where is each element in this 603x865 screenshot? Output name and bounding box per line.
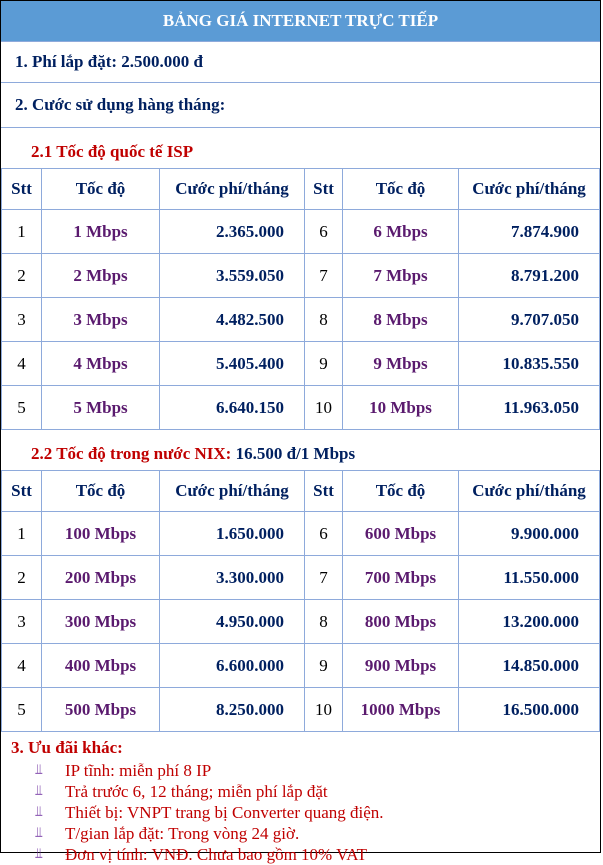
header-stt: Stt (305, 169, 343, 210)
fee-cell: 3.300.000 (160, 556, 305, 600)
pushpin-icon: ⫫ (35, 826, 43, 841)
speed-cell: 5 Mbps (42, 386, 160, 430)
fee-cell: 4.482.500 (160, 298, 305, 342)
speed-cell: 300 Mbps (42, 600, 160, 644)
stt-cell: 3 (2, 298, 42, 342)
fee-cell: 5.405.400 (160, 342, 305, 386)
install-fee: 1. Phí lắp đặt: 2.500.000 đ (1, 42, 600, 83)
table-header-row (2, 471, 600, 512)
list-item (35, 781, 600, 802)
isp-price-table (1, 168, 600, 430)
fee-cell: 11.963.050 (459, 386, 600, 430)
speed-cell: 9 Mbps (343, 342, 459, 386)
fee-cell: 16.500.000 (459, 688, 600, 732)
table-row (2, 644, 600, 688)
speed-cell: 700 Mbps (343, 556, 459, 600)
fee-cell: 9.900.000 (459, 512, 600, 556)
stt-cell: 6 (305, 210, 343, 254)
fee-cell: 13.200.000 (459, 600, 600, 644)
header-stt: Stt (2, 169, 42, 210)
header-fee: Cước phí/tháng (459, 169, 600, 210)
stt-cell: 4 (2, 644, 42, 688)
list-item (35, 823, 600, 844)
header-speed: Tốc độ (42, 169, 160, 210)
section-nix-label: 2.2 Tốc độ trong nước NIX: (31, 444, 232, 463)
pushpin-icon: ⫫ (35, 805, 43, 820)
fee-cell: 7.874.900 (459, 210, 600, 254)
speed-cell: 200 Mbps (42, 556, 160, 600)
table-row (2, 298, 600, 342)
other-offers-title: 3. Ưu đãi khác: (11, 738, 123, 757)
fee-cell: 9.707.050 (459, 298, 600, 342)
table-row (2, 512, 600, 556)
stt-cell: 2 (2, 254, 42, 298)
stt-cell: 7 (305, 556, 343, 600)
table-row (2, 556, 600, 600)
stt-cell: 10 (305, 386, 343, 430)
other-offers (1, 732, 600, 865)
list-item (35, 760, 600, 781)
stt-cell: 7 (305, 254, 343, 298)
header-stt: Stt (305, 471, 343, 512)
speed-cell: 3 Mbps (42, 298, 160, 342)
section-isp-title (1, 128, 600, 168)
stt-cell: 2 (2, 556, 42, 600)
speed-cell: 1 Mbps (42, 210, 160, 254)
fee-cell: 14.850.000 (459, 644, 600, 688)
stt-cell: 8 (305, 600, 343, 644)
list-item-text: IP tĩnh: miễn phí 8 IP (65, 761, 212, 780)
list-item (35, 802, 600, 823)
fee-cell: 4.950.000 (160, 600, 305, 644)
nix-price-table (1, 470, 600, 732)
section-isp-label: 2.1 Tốc độ quốc tế ISP (31, 142, 194, 161)
stt-cell: 4 (2, 342, 42, 386)
stt-cell: 6 (305, 512, 343, 556)
speed-cell: 100 Mbps (42, 512, 160, 556)
speed-cell: 1000 Mbps (343, 688, 459, 732)
speed-cell: 10 Mbps (343, 386, 459, 430)
speed-cell: 4 Mbps (42, 342, 160, 386)
table-row (2, 688, 600, 732)
fee-cell: 8.791.200 (459, 254, 600, 298)
other-offers-list (11, 760, 600, 865)
table-header-row (2, 169, 600, 210)
fee-cell: 10.835.550 (459, 342, 600, 386)
section-nix-title (1, 430, 600, 470)
speed-cell: 500 Mbps (42, 688, 160, 732)
stt-cell: 9 (305, 342, 343, 386)
table-row (2, 254, 600, 298)
fee-cell: 6.600.000 (160, 644, 305, 688)
pushpin-icon: ⫫ (35, 847, 43, 862)
header-fee: Cước phí/tháng (160, 169, 305, 210)
fee-cell: 2.365.000 (160, 210, 305, 254)
monthly-title: 2. Cước sử dụng hàng tháng: (1, 83, 600, 128)
fee-cell: 6.640.150 (160, 386, 305, 430)
speed-cell: 8 Mbps (343, 298, 459, 342)
stt-cell: 1 (2, 210, 42, 254)
stt-cell: 1 (2, 512, 42, 556)
header-fee: Cước phí/tháng (459, 471, 600, 512)
table-row (2, 210, 600, 254)
list-item-text: Đơn vị tính: VNĐ. Chưa bao gồm 10% VAT (65, 845, 368, 864)
pushpin-icon: ⫫ (35, 784, 43, 799)
speed-cell: 600 Mbps (343, 512, 459, 556)
stt-cell: 10 (305, 688, 343, 732)
speed-cell: 400 Mbps (42, 644, 160, 688)
pushpin-icon: ⫫ (35, 763, 43, 778)
speed-cell: 900 Mbps (343, 644, 459, 688)
stt-cell: 3 (2, 600, 42, 644)
speed-cell: 2 Mbps (42, 254, 160, 298)
speed-cell: 7 Mbps (343, 254, 459, 298)
speed-cell: 6 Mbps (343, 210, 459, 254)
stt-cell: 5 (2, 688, 42, 732)
table-row (2, 386, 600, 430)
stt-cell: 8 (305, 298, 343, 342)
list-item-text: Thiết bị: VNPT trang bị Converter quang điện. (65, 803, 384, 822)
stt-cell: 9 (305, 644, 343, 688)
list-item-text: Trả trước 6, 12 tháng; miễn phí lắp đặt (65, 782, 328, 801)
header-stt: Stt (2, 471, 42, 512)
stt-cell: 5 (2, 386, 42, 430)
header-speed: Tốc độ (343, 471, 459, 512)
table-row (2, 342, 600, 386)
section-nix-value: 16.500 đ/1 Mbps (231, 444, 356, 463)
list-item-text: T/gian lắp đặt: Trong vòng 24 giờ. (65, 824, 300, 843)
fee-cell: 11.550.000 (459, 556, 600, 600)
table-row (2, 600, 600, 644)
fee-cell: 3.559.050 (160, 254, 305, 298)
header-speed: Tốc độ (42, 471, 160, 512)
header-fee: Cước phí/tháng (160, 471, 305, 512)
fee-cell: 8.250.000 (160, 688, 305, 732)
speed-cell: 800 Mbps (343, 600, 459, 644)
fee-cell: 1.650.000 (160, 512, 305, 556)
page-title: BẢNG GIÁ INTERNET TRỰC TIẾP (1, 1, 600, 42)
header-speed: Tốc độ (343, 169, 459, 210)
